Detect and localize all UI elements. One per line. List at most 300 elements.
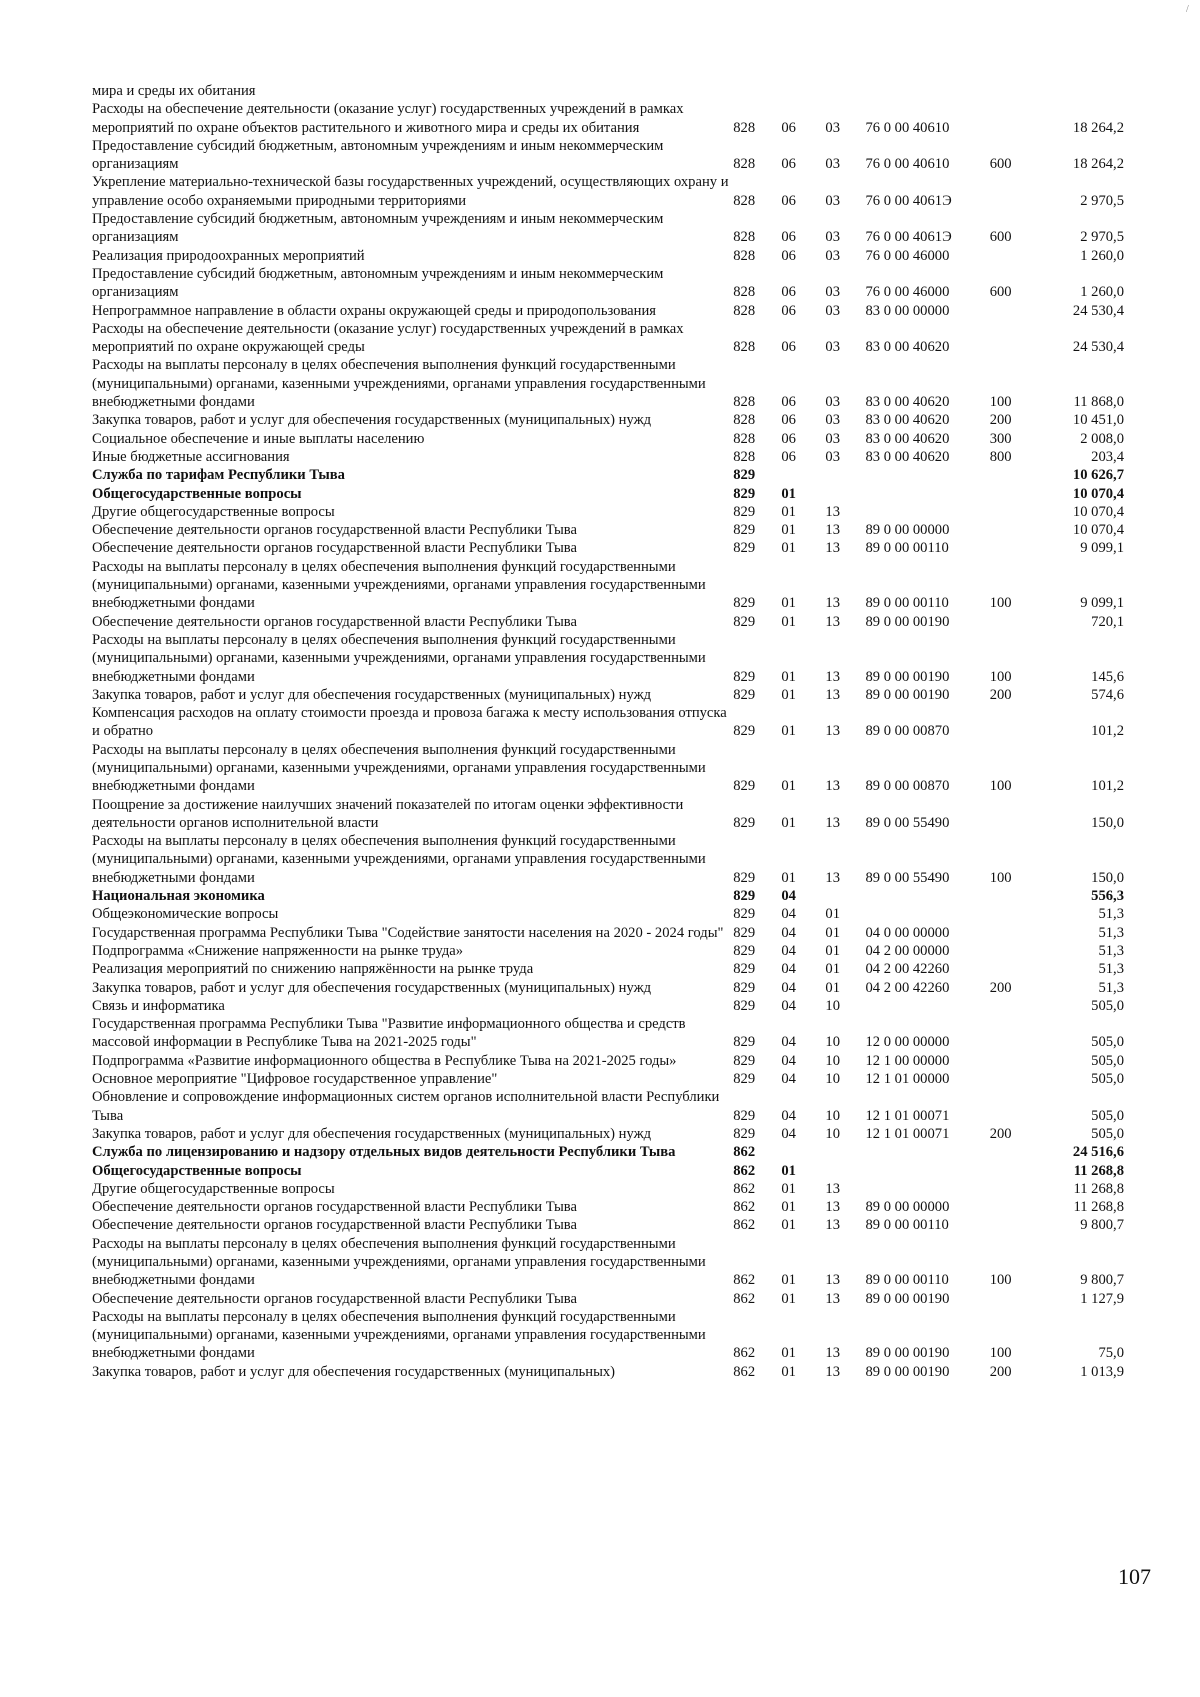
item-name-cell: Обеспечение деятельности органов государственной власти Республики Тыва [92,1217,577,1234]
target-article-code-cell: 04 2 00 00000 [865,942,950,959]
table-row [92,302,1124,320]
section-code-cell: 04 [781,961,796,978]
expense-type-code-cell: 300 [989,430,1012,447]
expense-type-code-cell: 100 [989,1272,1012,1289]
expense-type-code-cell: 800 [989,448,1012,465]
item-name-cell: Общеэкономические вопросы [92,906,279,923]
item-name-cell: Закупка товаров, работ и услуг для обеспечения государственных (муниципальных) нужд [92,979,652,996]
admin-code-cell: 862 [733,1180,756,1197]
expense-type-code-cell [990,247,1046,265]
item-name-cell: мира и среды их обитания [92,83,256,99]
table-row [92,1290,1124,1308]
amount-cell: 11 268,8 [1073,1199,1124,1216]
amount-cell: 18 264,2 [1072,156,1124,173]
table-row [92,832,1124,887]
target-article-code-cell: 12 1 00 00000 [865,1052,950,1069]
target-article-code-cell: 12 1 01 00000 [865,1071,950,1088]
expense-type-code-cell: 100 [989,668,1012,685]
section-code-cell: 01 [781,723,796,740]
admin-code-cell: 829 [733,485,756,502]
item-name-cell: Обеспечение деятельности органов государственной власти Республики Тыва [92,1290,577,1307]
amount-cell: 11 268,8 [1073,1162,1124,1179]
subsection-code-cell [825,887,865,905]
subsection-code-cell: 01 [825,961,840,978]
subsection-code-cell [825,1143,865,1161]
expense-type-code-cell [990,173,1046,210]
target-article-code-cell: 76 0 00 46000 [865,284,950,301]
expense-type-code-cell [990,503,1046,521]
expense-type-code-cell [990,100,1046,137]
subsection-code-cell: 03 [825,412,840,429]
admin-code-cell: 829 [733,961,756,978]
section-code-cell [781,1143,825,1161]
admin-code-cell: 829 [733,668,756,685]
admin-code-cell: 828 [733,284,756,301]
section-code-cell: 06 [781,412,796,429]
table-row [92,887,1124,905]
admin-code-cell: 829 [733,997,756,1014]
expense-type-code-cell [990,1143,1046,1161]
target-article-code-cell: 89 0 00 00190 [865,613,950,630]
admin-code-cell: 829 [733,595,756,612]
target-article-code-cell: 89 0 00 00190 [865,668,950,685]
subsection-code-cell: 13 [825,1199,840,1216]
section-code-cell: 04 [781,924,796,941]
table-row [92,1162,1124,1180]
amount-cell: 75,0 [1098,1345,1124,1362]
expense-type-code-cell [990,521,1046,539]
amount-cell: 556,3 [1091,888,1124,905]
section-code-cell: 01 [781,1345,796,1362]
amount-cell: 9 800,7 [1080,1217,1124,1234]
target-article-code-cell: 89 0 00 00110 [865,540,949,557]
table-row [92,265,1124,302]
table-row [92,979,1124,997]
amount-cell: 24 516,6 [1072,1144,1124,1161]
amount-cell: 18 264,2 [1072,119,1124,136]
target-article-code-cell: 04 0 00 00000 [865,924,950,941]
expense-type-code-cell [990,960,1046,978]
section-code-cell: 04 [781,997,796,1014]
item-name-cell: Расходы на выплаты персоналу в целях обеспечения выполнения функций государственными (муниципальными) органами, казенными учреждениями, органами управления государственными внебюджетными фондами [92,357,706,411]
subsection-code-cell: 13 [825,595,840,612]
table-row [92,1180,1124,1198]
section-code-cell: 06 [781,302,796,319]
table-row [92,1143,1124,1161]
expense-type-code-cell: 100 [989,869,1012,886]
amount-cell: 505,0 [1091,1071,1124,1088]
amount-cell: 24 530,4 [1072,339,1124,356]
section-code-cell: 06 [781,448,796,465]
admin-code-cell: 829 [733,540,756,557]
amount-cell: 2 970,5 [1080,229,1124,246]
admin-code-cell: 829 [733,906,756,923]
amount-cell: 51,3 [1098,961,1124,978]
target-article-code-cell [865,1180,989,1198]
expense-type-code-cell [990,1198,1046,1216]
expense-type-code-cell [990,613,1046,631]
amount-cell: 11 868,0 [1073,394,1124,411]
subsection-code-cell: 03 [825,156,840,173]
expense-type-code-cell [990,466,1046,484]
target-article-code-cell: 89 0 00 55490 [865,869,950,886]
section-code-cell: 01 [781,1272,796,1289]
amount-cell: 145,6 [1091,668,1124,685]
table-row [92,997,1124,1015]
amount-cell: 1 127,9 [1080,1290,1124,1307]
target-article-code-cell: 76 0 00 4061Э [865,192,952,209]
target-article-code-cell: 12 0 00 00000 [865,1034,950,1051]
section-code-cell: 04 [781,1052,796,1069]
table-row [92,247,1124,265]
expense-type-code-cell: 200 [989,686,1012,703]
subsection-code-cell: 13 [825,1217,840,1234]
item-name-cell: Непрограммное направление в области охраны окружающей среды и природопользования [92,302,656,319]
item-name-cell: Служба по лицензированию и надзору отдельных видов деятельности Республики Тыва [92,1144,676,1161]
item-name-cell: Расходы на выплаты персоналу в целях обеспечения выполнения функций государственными (муниципальными) органами, казенными учреждениями, органами управления государственными внебюджетными фондами [92,631,706,685]
amount-cell: 51,3 [1098,906,1124,923]
target-article-code-cell: 76 0 00 40610 [865,119,950,136]
amount-cell: 720,1 [1091,613,1124,630]
subsection-code-cell: 10 [825,1034,840,1051]
subsection-code-cell: 13 [825,869,840,886]
subsection-code-cell: 03 [825,394,840,411]
page-number: 107 [1118,1564,1151,1589]
section-code-cell: 01 [781,485,796,502]
admin-code-cell: 829 [733,924,756,941]
item-name-cell: Расходы на обеспечение деятельности (оказание услуг) государственных учреждений в рамках мероприятий по охране окружающей среды [92,320,684,356]
expense-type-code-cell: 100 [989,595,1012,612]
table-row [92,430,1124,448]
target-article-code-cell [865,466,989,484]
expense-type-code-cell [990,942,1046,960]
subsection-code-cell: 13 [825,522,840,539]
target-article-code-cell: 83 0 00 40620 [865,394,950,411]
expense-type-code-cell [990,924,1046,942]
admin-code-cell: 829 [733,888,756,905]
target-article-code-cell [865,997,989,1015]
admin-code-cell: 829 [733,979,756,996]
target-article-code-cell: 83 0 00 40620 [865,339,950,356]
amount-cell: 505,0 [1091,1034,1124,1051]
amount-cell: 1 260,0 [1080,247,1124,264]
table-row [92,210,1124,247]
admin-code-cell: 829 [733,869,756,886]
table-row [92,320,1124,357]
table-row [92,173,1124,210]
admin-code-cell: 828 [733,302,756,319]
expense-type-code-cell [990,1180,1046,1198]
item-name-cell: Национальная экономика [92,888,265,905]
item-name-cell: Расходы на выплаты персоналу в целях обеспечения выполнения функций государственными (муниципальными) органами, казенными учреждениями, органами управления государственными внебюджетными фондами [92,558,706,612]
table-row [92,1308,1124,1363]
subsection-code-cell: 13 [825,1363,840,1380]
item-name-cell: Предоставление субсидий бюджетным, автономным учреждениям и иным некоммерческим организациям [92,137,664,173]
section-code-cell: 01 [781,1217,796,1234]
table-row [92,521,1124,539]
admin-code-cell: 829 [733,467,756,484]
subsection-code-cell: 03 [825,430,840,447]
subsection-code-cell: 13 [825,613,840,630]
expense-type-code-cell [990,997,1046,1015]
target-article-code-cell: 89 0 00 55490 [865,814,950,831]
table-row [92,1198,1124,1216]
target-article-code-cell [865,1143,989,1161]
expense-type-code-cell [990,320,1046,357]
target-article-code-cell: 89 0 00 00000 [865,1199,950,1216]
amount-cell: 2 008,0 [1080,430,1124,447]
item-name-cell: Реализация природоохранных мероприятий [92,247,365,264]
item-name-cell: Закупка товаров, работ и услуг для обеспечения государственных (муниципальных) нужд [92,1125,652,1142]
item-name-cell: Закупка товаров, работ и услуг для обеспечения государственных (муниципальных) нужд [92,412,652,429]
admin-code-cell: 828 [733,229,756,246]
subsection-code-cell [825,485,865,503]
section-code-cell: 01 [781,540,796,557]
subsection-code-cell [825,1162,865,1180]
admin-code-cell: 828 [733,448,756,465]
item-name-cell: Укрепление материально-технической базы государственных учреждений, осуществляющих охрану и управление особо охраняемыми природными территориями [92,174,729,209]
target-article-code-cell [865,485,989,503]
target-article-code-cell: 89 0 00 00110 [865,595,949,612]
subsection-code-cell: 13 [825,1272,840,1289]
section-code-cell: 01 [781,778,796,795]
subsection-code-cell: 03 [825,247,840,264]
table-row [92,539,1124,557]
admin-code-cell: 829 [733,942,756,959]
amount-cell: 10 070,4 [1072,522,1124,539]
admin-code-cell: 829 [733,522,756,539]
target-article-code-cell: 83 0 00 40620 [865,430,950,447]
admin-code-cell: 829 [733,1125,756,1142]
amount-cell: 10 451,0 [1072,412,1124,429]
expense-type-code-cell [990,485,1046,503]
item-name-cell: Обеспечение деятельности органов государственной власти Республики Тыва [92,522,577,539]
amount-cell: 1 260,0 [1080,284,1124,301]
item-name-cell: Закупка товаров, работ и услуг для обеспечения государственных (муниципальных) [92,1363,616,1380]
amount-cell: 150,0 [1091,869,1124,886]
admin-code-cell: 828 [733,119,756,136]
amount-cell: 203,4 [1091,448,1124,465]
target-article-code-cell: 89 0 00 00870 [865,778,950,795]
subsection-code-cell: 03 [825,339,840,356]
admin-code-cell: 862 [733,1162,756,1179]
section-code-cell: 04 [781,906,796,923]
section-code-cell: 06 [781,339,796,356]
admin-code-cell: 862 [733,1290,756,1307]
item-name-cell: Реализация мероприятий по снижению напряжённости на рынке труда [92,961,534,978]
table-row [92,796,1124,833]
table-row [92,448,1124,466]
section-code-cell: 04 [781,979,796,996]
admin-code-cell: 829 [733,503,756,520]
table-row [92,1125,1124,1143]
table-row [92,942,1124,960]
item-name-cell: Государственная программа Республики Тыва "Содействие занятости населения на 2020 - 2024 годы" [92,924,724,941]
table-row [92,960,1124,978]
expense-type-code-cell: 600 [989,156,1012,173]
section-code-cell: 01 [781,1363,796,1380]
section-code-cell: 06 [781,229,796,246]
expense-type-code-cell: 100 [989,1345,1012,1362]
item-name-cell: Основное мероприятие "Цифровое государственное управление" [92,1071,498,1088]
subsection-code-cell [825,466,865,484]
amount-cell: 101,2 [1091,723,1124,740]
item-name-cell: Связь и информатика [92,997,225,1014]
admin-code-cell: 829 [733,613,756,630]
admin-code-cell [733,82,781,100]
admin-code-cell: 862 [733,1199,756,1216]
expense-type-code-cell: 600 [989,284,1012,301]
subsection-code-cell: 10 [825,1125,840,1142]
subsection-code-cell: 13 [825,723,840,740]
subsection-code-cell: 13 [825,686,840,703]
expense-type-code-cell [990,1015,1046,1052]
admin-code-cell: 828 [733,430,756,447]
item-name-cell: Государственная программа Республики Тыва "Развитие информационного общества и средств массовой информации в Республике Тыва на 2021-2025 годы" [92,1016,686,1051]
amount-cell: 10 070,4 [1072,485,1124,502]
expense-type-code-cell: 100 [989,778,1012,795]
section-code-cell: 01 [781,1290,796,1307]
item-name-cell: Обеспечение деятельности органов государственной власти Республики Тыва [92,1199,577,1216]
table-row [92,741,1124,796]
expense-type-code-cell: 200 [989,979,1012,996]
section-code-cell: 06 [781,119,796,136]
target-article-code-cell: 12 1 01 00071 [865,1107,950,1124]
amount-cell: 10 626,7 [1072,467,1124,484]
item-name-cell: Предоставление субсидий бюджетным, автономным учреждениям и иным некоммерческим организациям [92,265,664,301]
admin-code-cell: 828 [733,412,756,429]
amount-cell: 9 800,7 [1080,1272,1124,1289]
admin-code-cell: 829 [733,1034,756,1051]
table-row [92,411,1124,429]
table-row [92,905,1124,923]
expense-type-code-cell [990,905,1046,923]
admin-code-cell: 862 [733,1217,756,1234]
table-row [92,503,1124,521]
section-code-cell: 06 [781,430,796,447]
item-name-cell: Подпрограмма «Снижение напряженности на рынке труда» [92,942,464,959]
amount-cell: 11 268,8 [1073,1180,1124,1197]
budget-table [92,82,1124,1381]
expense-type-code-cell [990,1216,1046,1234]
target-article-code-cell: 76 0 00 40610 [865,156,950,173]
expense-type-code-cell [990,1052,1046,1070]
section-code-cell: 01 [781,503,796,520]
item-name-cell: Другие общегосударственные вопросы [92,1180,335,1197]
amount-cell: 505,0 [1091,1052,1124,1069]
section-code-cell: 06 [781,284,796,301]
section-code-cell: 01 [781,668,796,685]
subsection-code-cell: 13 [825,1345,840,1362]
item-name-cell: Расходы на выплаты персоналу в целях обеспечения выполнения функций государственными (муниципальными) органами, казенными учреждениями, органами управления государственными внебюджетными фондами [92,1308,706,1362]
subsection-code-cell: 13 [825,540,840,557]
target-article-code-cell: 89 0 00 00110 [865,1217,949,1234]
amount-cell: 505,0 [1091,1125,1124,1142]
section-code-cell [781,466,825,484]
subsection-code-cell: 10 [825,997,840,1014]
admin-code-cell: 829 [733,1071,756,1088]
target-article-code-cell: 83 0 00 40620 [865,412,950,429]
table-row [92,558,1124,613]
expense-type-code-cell: 200 [989,1125,1012,1142]
subsection-code-cell: 10 [825,1071,840,1088]
table-row [92,613,1124,631]
item-name-cell: Общегосударственные вопросы [92,485,302,502]
subsection-code-cell: 03 [825,229,840,246]
item-name-cell: Обеспечение деятельности органов государственной власти Республики Тыва [92,540,577,557]
item-name-cell: Служба по тарифам Республики Тыва [92,467,345,484]
admin-code-cell: 829 [733,1052,756,1069]
expense-type-code-cell [990,539,1046,557]
expense-type-code-cell: 100 [989,394,1012,411]
amount-cell: 150,0 [1091,814,1124,831]
target-article-code-cell: 76 0 00 46000 [865,247,950,264]
section-code-cell: 01 [781,814,796,831]
section-code-cell: 04 [781,942,796,959]
subsection-code-cell [825,82,865,100]
target-article-code-cell: 89 0 00 00190 [865,1363,950,1380]
subsection-code-cell: 13 [825,814,840,831]
admin-code-cell: 829 [733,778,756,795]
table-row [92,1070,1124,1088]
section-code-cell [781,82,825,100]
item-name-cell: Общегосударственные вопросы [92,1162,302,1179]
table-row [92,1216,1124,1234]
section-code-cell: 04 [781,1125,796,1142]
subsection-code-cell: 10 [825,1107,840,1124]
target-article-code-cell: 89 0 00 00110 [865,1272,949,1289]
subsection-code-cell: 01 [825,942,840,959]
corner-mark: / [1186,4,1189,15]
amount-cell: 51,3 [1098,979,1124,996]
item-name-cell: Поощрение за достижение наилучших значений показателей по итогам оценки эффективности деятельности органов исполнительной власти [92,796,684,831]
expense-type-code-cell [990,1088,1046,1125]
table-row [92,704,1124,741]
amount-cell: 505,0 [1091,1107,1124,1124]
subsection-code-cell: 13 [825,668,840,685]
table-row [92,485,1124,503]
expense-type-code-cell [990,796,1046,833]
admin-code-cell: 862 [733,1363,756,1380]
section-code-cell: 06 [781,156,796,173]
section-code-cell: 04 [781,1107,796,1124]
admin-code-cell: 829 [733,723,756,740]
section-code-cell: 06 [781,192,796,209]
admin-code-cell: 828 [733,394,756,411]
item-name-cell: Иные бюджетные ассигнования [92,448,290,465]
table-row [92,82,1124,100]
section-code-cell: 04 [781,888,796,905]
expense-type-code-cell [990,82,1046,100]
target-article-code-cell: 83 0 00 00000 [865,302,950,319]
section-code-cell: 01 [781,869,796,886]
subsection-code-cell: 13 [825,778,840,795]
target-article-code-cell: 76 0 00 4061Э [865,229,952,246]
table-row [92,100,1124,137]
item-name-cell: Социальное обеспечение и иные выплаты населению [92,430,425,447]
target-article-code-cell: 12 1 01 00071 [865,1125,950,1142]
section-code-cell: 01 [781,522,796,539]
subsection-code-cell: 03 [825,448,840,465]
table-row [92,1088,1124,1125]
subsection-code-cell: 01 [825,924,840,941]
item-name-cell: Подпрограмма «Развитие информационного общества в Республике Тыва на 2021-2025 годы» [92,1052,677,1069]
target-article-code-cell [865,887,989,905]
target-article-code-cell [865,82,989,100]
subsection-code-cell: 13 [825,1180,840,1197]
table-row [92,466,1124,484]
amount-cell [1046,82,1124,100]
